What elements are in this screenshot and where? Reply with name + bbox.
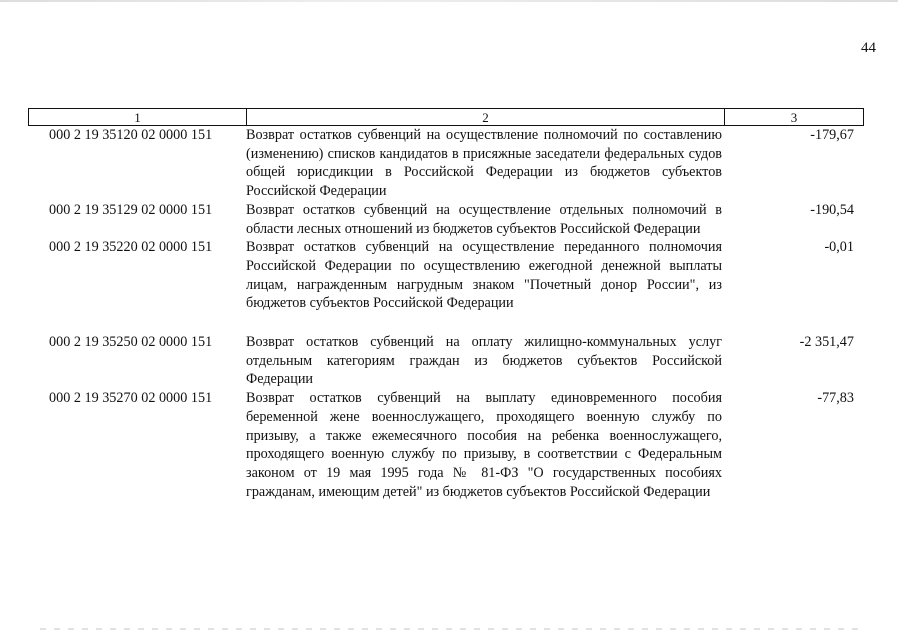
- scan-top-edge: [0, 0, 898, 2]
- table-header: [28, 108, 864, 126]
- table-row: [28, 238, 864, 313]
- row-description: Возврат остатков субвенций на оплату жилищно-коммунальных услуг отдельным категориям граждан из бюджетов субъектов Российской Федерации: [246, 334, 722, 388]
- row-description: Возврат остатков субвенций на осуществление переданного полномочия Российской Федерации по осуществлению ежегодной денежной выплаты лицам, награжденным нагрудным знаком "Почетный донор России", из бюджетов субъектов Российской Федерации: [246, 239, 722, 312]
- header-col-1: 1: [29, 109, 247, 125]
- scan-bottom-edge: [40, 628, 858, 630]
- row-amount: -179,67: [810, 127, 854, 143]
- row-code: 000 2 19 35120 02 0000 151: [49, 127, 213, 143]
- budget-table: [28, 108, 864, 501]
- table-row: [28, 201, 864, 238]
- row-amount: -0,01: [824, 239, 854, 256]
- row-code: 000 2 19 35270 02 0000 151: [49, 390, 213, 407]
- row-description: Возврат остатков субвенций на осуществление отдельных полномочий в области лесных отношений из бюджетов субъектов Российской Федерации: [246, 201, 722, 237]
- row-spacer: [28, 313, 864, 333]
- page-number: 44: [861, 40, 876, 56]
- row-amount: -190,54: [810, 201, 854, 218]
- table-row: [28, 389, 864, 501]
- row-amount: -2 351,47: [799, 334, 854, 351]
- row-description: Возврат остатков субвенций на выплату единовременного пособия беременной жене военнослужащего, проходящего военную службу по призыву, а также ежемесячного пособия на ребенка военнослужащего, проходящего военную службу по призыву, в соответствии с Федеральным законом от 19 мая 1995 года № 81-ФЗ "О государственных пособиях гражданам, имеющим детей" из бюджетов субъектов Российской Федерации: [246, 390, 722, 500]
- row-code: 000 2 19 35129 02 0000 151: [49, 201, 213, 218]
- row-amount: -77,83: [817, 390, 854, 407]
- header-col-3: 3: [790, 110, 798, 125]
- row-code: 000 2 19 35220 02 0000 151: [49, 239, 213, 256]
- table-row: [28, 333, 864, 389]
- row-description: Возврат остатков субвенций на осуществление полномочий по составлению (изменению) списков кандидатов в присяжные заседатели федеральных судов общей юрисдикции в Российской Федерации из бюджетов субъектов Российской Федерации: [246, 127, 722, 200]
- table-row: [28, 126, 864, 201]
- header-col-2: 2: [247, 109, 725, 125]
- row-code: 000 2 19 35250 02 0000 151: [49, 334, 213, 351]
